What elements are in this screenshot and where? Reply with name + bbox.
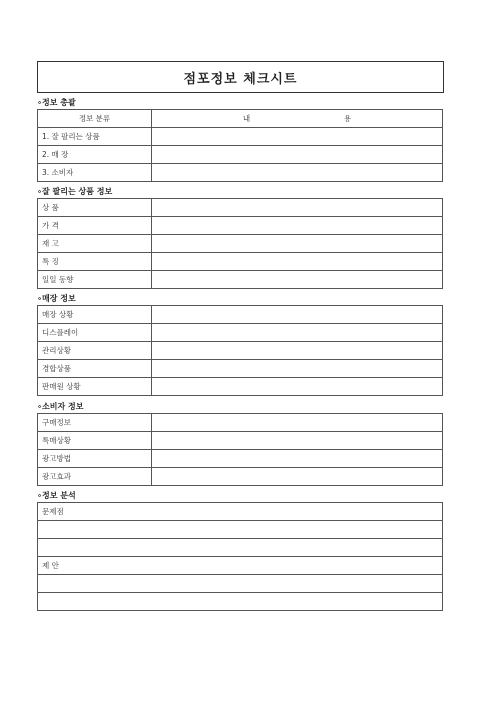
row-label: 3. 소비자 [38, 164, 152, 182]
table-row [38, 414, 443, 432]
row-label: 경합상품 [38, 360, 152, 378]
consumer-table [37, 413, 443, 486]
section-label-consumer: ∘소비자 정보 [37, 402, 84, 411]
analysis-table [37, 502, 443, 611]
row-value-cell[interactable] [152, 253, 443, 271]
header-content-a: 내 [242, 114, 251, 123]
row-label: 판매원 상황 [38, 378, 152, 396]
analysis-line[interactable] [38, 575, 443, 593]
section-label-bestseller: ∘잘 팔리는 상품 정보 [37, 187, 113, 196]
table-row [38, 253, 443, 271]
row-label: 특매상황 [38, 432, 152, 450]
row-label: 1. 잘 팔리는 상품 [38, 128, 152, 146]
row-label: 상 품 [38, 199, 152, 217]
row-value-cell[interactable] [152, 468, 443, 486]
document-title: 점포정보 체크시트 [37, 61, 444, 93]
table-row [38, 432, 443, 450]
row-value-cell[interactable] [152, 450, 443, 468]
header-category: 정보 분류 [38, 110, 152, 128]
table-row [38, 306, 443, 324]
row-value-cell[interactable] [152, 414, 443, 432]
section-label-overview: ∘정보 총괄 [37, 98, 76, 107]
table-row [38, 450, 443, 468]
header-content [152, 110, 443, 128]
analysis-line[interactable] [38, 521, 443, 539]
row-label: 광고효과 [38, 468, 152, 486]
table-header-row [38, 110, 443, 128]
section-label-store: ∘매장 정보 [37, 294, 76, 303]
table-row[interactable] [38, 593, 443, 611]
table-row [38, 199, 443, 217]
table-row [38, 164, 443, 182]
table-row [38, 378, 443, 396]
row-value-cell[interactable] [152, 271, 443, 289]
table-row[interactable] [38, 503, 443, 521]
row-label: 관리상황 [38, 342, 152, 360]
table-row [38, 217, 443, 235]
row-value-cell[interactable] [152, 199, 443, 217]
bestseller-table [37, 198, 443, 289]
row-value-cell[interactable] [152, 360, 443, 378]
row-label: 2. 매 장 [38, 146, 152, 164]
table-row[interactable] [38, 539, 443, 557]
table-row [38, 324, 443, 342]
overview-table [37, 109, 443, 182]
table-row [38, 468, 443, 486]
table-row[interactable] [38, 521, 443, 539]
row-label: 광고방법 [38, 450, 152, 468]
row-label: 가 격 [38, 217, 152, 235]
row-value-cell[interactable] [152, 146, 443, 164]
analysis-line[interactable]: 제 안 [38, 557, 443, 575]
header-content-b: 용 [343, 114, 352, 123]
table-row[interactable] [38, 557, 443, 575]
table-row [38, 271, 443, 289]
row-label: 특 징 [38, 253, 152, 271]
table-row [38, 146, 443, 164]
row-value-cell[interactable] [152, 235, 443, 253]
table-row [38, 235, 443, 253]
store-table [37, 305, 443, 396]
section-label-analysis: ∘정보 분석 [37, 491, 76, 500]
row-label: 구매정보 [38, 414, 152, 432]
row-label: 매장 상황 [38, 306, 152, 324]
row-value-cell[interactable] [152, 342, 443, 360]
row-value-cell[interactable] [152, 306, 443, 324]
row-label: 일일 동향 [38, 271, 152, 289]
analysis-line[interactable] [38, 593, 443, 611]
row-value-cell[interactable] [152, 128, 443, 146]
row-label: 재 고 [38, 235, 152, 253]
analysis-line[interactable] [38, 539, 443, 557]
table-row[interactable] [38, 575, 443, 593]
analysis-line[interactable]: 문제점 [38, 503, 443, 521]
table-row [38, 128, 443, 146]
table-row [38, 342, 443, 360]
row-value-cell[interactable] [152, 324, 443, 342]
row-value-cell[interactable] [152, 378, 443, 396]
row-value-cell[interactable] [152, 432, 443, 450]
row-label: 디스플레이 [38, 324, 152, 342]
table-row [38, 360, 443, 378]
row-value-cell[interactable] [152, 217, 443, 235]
row-value-cell[interactable] [152, 164, 443, 182]
